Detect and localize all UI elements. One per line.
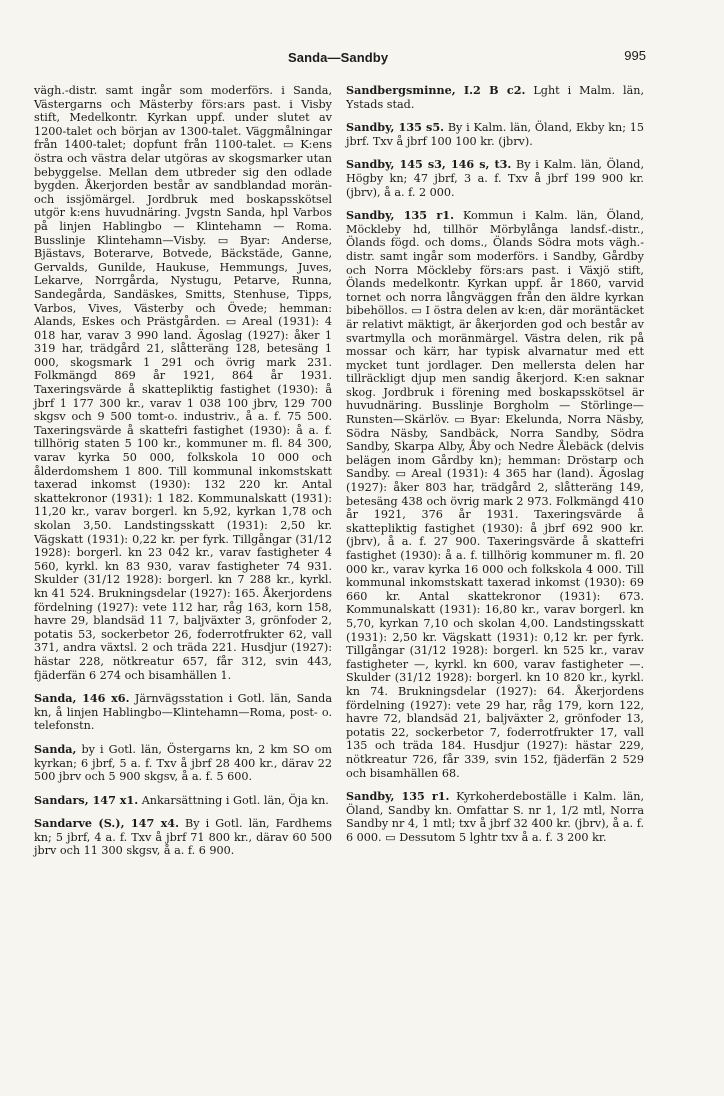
entry-sandarve [34, 817, 332, 858]
left-column [34, 84, 332, 868]
entry-text: by i Gotl. län, Östergarns kn, 2 km SO om kyrkan; 6 jbrf, 5 a. f. Txv å jbrf 28 400 kr., därav 22 500 jbrv och 5 900 skgsv, å a. f. 5 600. [34, 742, 332, 784]
entry-sandbergsminne [346, 84, 644, 111]
entry-headword: Sandby, 135 r1. [346, 789, 450, 804]
entry-sandby-145 [346, 158, 644, 199]
entry-sandby-135-r1-kommun [346, 209, 644, 780]
entry-text: By i Kalm. län, Öland, Ekby kn; 15 jbrf. Txv å jbrf 100 100 kr. (jbrv). [346, 121, 644, 148]
entry-headword: Sandarve (S.), 147 x4. [34, 816, 179, 831]
entry-sandars [34, 794, 332, 808]
entry-text: Ankarsättning i Gotl. län, Öja kn. [141, 793, 329, 807]
entry-sanda-continued [34, 84, 332, 682]
entry-sanda-146-x6 [34, 692, 332, 733]
page-header [0, 46, 724, 66]
running-head: Sanda—Sandby [288, 50, 389, 65]
entry-text: vägh.-distr. samt ingår som moderförs. i Sanda, Västergarns och Mästerby förs:ars past. i Visby stift, Medelkontr. Kyrkan uppf. under slutet av 1200-talet och början av 1300-talet. Väggmålningar från 1400-talet; dopfunt från 1100-talet. ▭ K:ens östra och västra delar utgöras av skogsmarker utan bebyggelse. Mellan dem utbreder sig den odlade bygden. Åkerjorden består av sandblandad morän- och issjömärgel. Jordbruk med boskapsskötsel utgör k:ens huvudnäring. Jvgstn Sanda, hpl Varbos på linjen Hablingbo — Klintehamn — Roma. Busslinje Klintehamn—Visby. ▭ Byar: Anderse, Bjästavs, Boterarve, Botvede, Bäckstäde, Ganne, Gervalds, Gunilde, Haukuse, Hemmungs, Juves, Lekarve, Norrgårda, Nystugu, Petarve, Runna, Sandegårda, Sandäskes, Smitts, Stenhuse, Tipps, Varbos, Vives, Västerby och Övede; hemman: Alands, Eskes och Prästgården. ▭ Areal (1931): 4 018 har, varav 3 990 land. Ägoslag (1927): åker 1 319 har, trädgård 21, slåtteräng 128, betesäng 1 000, skogsmark 1 291 och övrig mark 231. Folkmängd 869 år 1921, 864 år 1931. Taxeringsvärde å skattepliktig fastighet (1930): å jbrf 1 177 300 kr., varav 1 038 100 jbrv, 129 700 skgsv och 9 500 tomt-o. industriv., å a. f. 75 500. Taxeringsvärde å skattefri fastighet (1930): å a. f. tillhörig staten 5 100 kr., kommuner m. fl. 84 300, varav kyrka 50 000, folkskola 10 000 och ålderdomshem 1 800. Till kommunal inkomstskatt taxerad inkomst (1930): 132 220 kr. Antal skattekronor (1931): 1 182. Kommunalskatt (1931): 11,20 kr., varav borgerl. kn 5,92, kyrkan 1,78 och skolan 3,50. Landstingsskatt (1931): 2,50 kr. Vägskatt (1931): 0,22 kr. per fyrk. Tillgångar (31/12 1928): borgerl. kn 23 042 kr., varav fastigheter 4 560, kyrkl. kn 83 930, varav fastigheter 74 931. Skulder (31/12 1928): borgerl. kn 7 288 kr., kyrkl. kn 41 524. Brukningsdelar (1927): 165. Åkerjordens fördelning (1927): vete 112 har, råg 163, korn 158, havre 29, blandsäd 11 7, baljväxter 3, grönfoder 2, potatis 53, sockerbetor 26, foderrotfrukter 62, vall 371, andra växtsl. 2 och träda 221. Husdjur (1927): hästar 228, nötkreatur 657, får 312, svin 443, fjäderfän 6 274 och bisamhällen 1. [34, 84, 332, 682]
entry-headword: Sandby, 135 s5. [346, 120, 445, 135]
entry-text: Kyrkoherdeboställe i Kalm. län, Öland, Sandby kn. Omfattar S. nr 1, 1/2 mtl, Norra Sandby nr 4, 1 mtl; txv å jbrf 32 400 kr. (jbrv), å a. f. 6 000. ▭ Dessutom 5 lghtr txv å a. f. 3 200 kr. [346, 790, 645, 844]
entry-sandby-135-r1-kyrkoherde [346, 790, 644, 844]
entry-headword: Sandbergsminne, I.2 B c2. [346, 83, 526, 97]
right-column [346, 84, 644, 854]
entry-text: Kommun i Kalm. län, Öland, Möckleby hd, tillhör Mörbylånga landsf.-distr., Ölands fögd. och doms., Ölands Södra mots vägh.-distr. samt ingår som moderförs. i Sandby, Gårdby och Norra Möckleby förs:ars past. i Växjö stift, Ölands medelkontr. Kyrkan uppf. år 1860, varvid tornet och norra långväggen från den äldre kyrkan bibehöllos. ▭ I östra delen av k:en, där moräntäcket är relativt mäktigt, är åkerjorden god och består av svartmylla och moränmärgel. Västra delen, rik på mossar och kärr, har typisk alvarnatur med ett mycket tunt jordlager. Den mellersta delen har tillräckligt djup men sandig åkerjord. K:en saknar skog. Jordbruk i förening med boskapsskötsel är huvudnäring. Busslinje Borgholm — Störlinge—Runsten—Skärlöv. ▭ Byar: Ekelunda, Norra Näsby, Södra Näsby, Sandbäck, Norra Sandby, Södra Sandby, Skarpa Alby, Åby och Nedre Ålebäck (delvis belägen inom Gårdby kn); hemman: Dröstarp och Sandby. ▭ Areal (1931): 4 365 har (land). Ägoslag (1927): åker 803 har, trädgård 2, slåtteräng 149, betesäng 438 och övrig mark 2 973. Folkmängd 410 år 1921, 376 år 1931. Taxeringsvärde å skattepliktig fastighet (1930): å jbrf 692 900 kr. (jbrv), å a. f. 27 900. Taxeringsvärde å skattefri fastighet (1930): å a. f. tillhörig kommuner m. fl. 20 000 kr., varav kyrka 16 000 och folkskola 4 000. Till kommunal inkomstskatt taxerad inkomst (1930): 69 660 kr. Antal skattekronor (1931): 673. Kommunalskatt (1931): 16,80 kr., varav borgerl. kn 5,70, kyrkan 7,10 och skolan 4,00. Landstingsskatt (1931): 2,50 kr. Vägskatt (1931): 0,12 kr. per fyrk. Tillgångar (31/12 1928): borgerl. kn 525 kr., varav fastigheter —, kyrkl. kn 600, varav fastigheter —. Skulder (31/12 1928): borgerl. kn 10 820 kr., kyrkl. kn 74. Brukningsdelar (1927): 64. Åkerjordens fördelning (1927): vete 29 har, råg 179, korn 122, havre 72, blandsäd 21, baljväxter 2, grönfoder 13, potatis 22, sockerbetor 7, foderrotfrukter 17, vall 135 och träda 184. Husdjur (1927): hästar 229, nötkreatur 726, får 339, svin 152, fjäderfän 2 529 och bisamhällen 68. [346, 209, 644, 780]
entry-headword: Sandby, 145 s3, 146 s, t3. [346, 157, 512, 172]
entry-text: By i Kalm. län, Öland, Högby kn; 47 jbrf, 3 a. f. Txv å jbrf 199 900 kr. (jbrv), å a. f. 2 000. [346, 158, 644, 199]
entry-text: By i Gotl. län, Fardhems kn; 5 jbrf, 4 a. f. Txv å jbrf 71 800 kr., därav 60 500 jbrv och 11 300 skgsv, å a. f. 6 900. [34, 817, 332, 858]
entry-headword: Sandby, 135 r1. [346, 208, 454, 223]
entry-text: Lght i Malm. län, Ystads stad. [346, 84, 645, 111]
entry-headword: Sandars, 147 x1. [34, 792, 139, 807]
entry-text: Järnvägsstation i Gotl. län, Sanda kn, å linjen Hablingbo—Klintehamn—Roma, post- o. telefonstn. [34, 692, 332, 733]
entry-sandby-135-s5 [346, 121, 644, 148]
entry-headword: Sanda, 146 x6. [34, 691, 130, 706]
entry-headword: Sanda, [34, 741, 77, 756]
page-number: 995 [624, 48, 646, 63]
entry-sanda-by [34, 743, 332, 784]
